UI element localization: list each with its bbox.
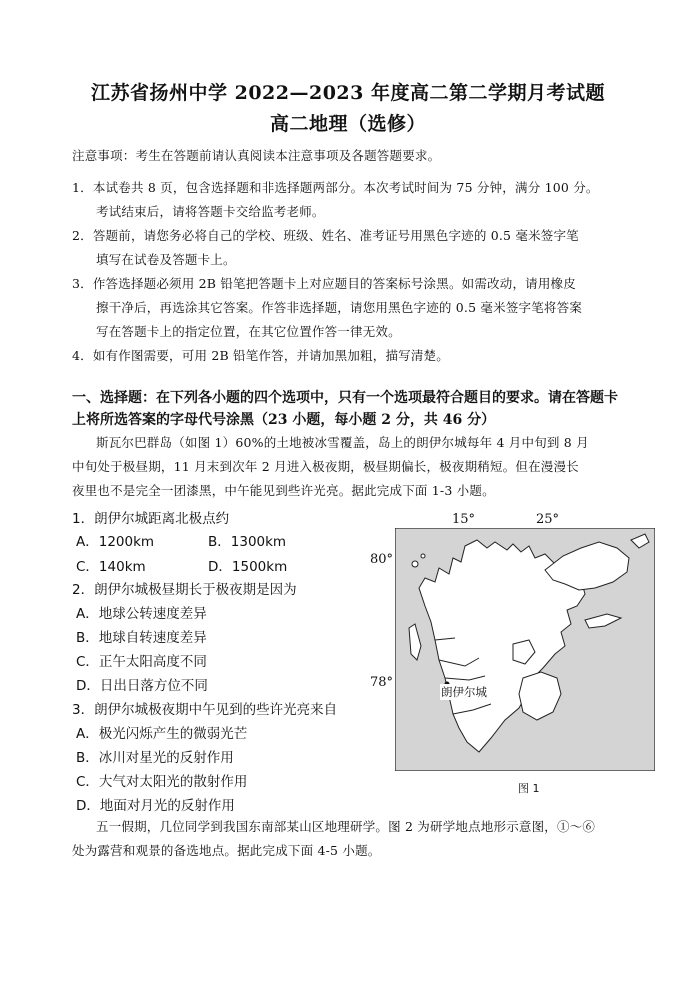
exam-title: 江苏省扬州中学 2022—2023 年度高二第二学期月考试题 [91,82,605,104]
exam-subtitle: 高二地理（选修） [269,113,426,135]
q3-option-c: C．大气对太阳光的散射作用 [76,774,248,790]
map-longitude-25: 25° [536,512,560,527]
passage1-line1: 斯瓦尔巴群岛（如图 1）60%的土地被冰雪覆盖，岛上的朗伊尔城每年 4 月中旬到 8 月 [96,435,589,450]
notice-3-cont: 擦干净后，再选涂其它答案。作答非选择题，请您用黑色字迹的 0.5 毫米签字笔将答案 [96,300,583,315]
notice-3: 3．作答选择题必须用 2B 铅笔把答题卡上对应题目的答案标号涂黑。如需改动，请用橡皮 [72,276,576,291]
q2-option-d: D．日出日落方位不同 [76,678,208,694]
q1-stem: 1．朗伊尔城距离北极点约 [72,511,230,527]
q1-option-c: C．140km [76,559,146,575]
q2-stem: 2．朗伊尔城极昼期长于极夜期是因为 [72,582,297,598]
islet-2 [421,554,425,558]
q2-option-a: A．地球公转速度差异 [76,606,207,622]
q1-option-a: A．1200km [76,534,155,550]
notice-1: 1．本试卷共 8 页，包含选择题和非选择题两部分。本次考试时间为 75 分钟，满分 100 分。 [72,180,599,195]
passage1-line3: 夜里也不是完全一团漆黑，中午能见到些许光亮。据此完成下面 1-3 小题。 [72,483,495,498]
islet-1 [412,561,418,567]
q2-option-c: C．正午太阳高度不同 [76,654,207,670]
passage1-line2: 中旬处于极昼期，11 月末到次年 2 月进入极夜期，极昼期偏长，极夜期稍短。但在漫漫长 [72,459,579,474]
q3-option-d: D．地面对月光的反射作用 [76,798,235,814]
passage2-line1: 五一假期，几位同学到我国东南部某山区地理研学。图 2 为研学地点地形示意图，①～⑥ [96,819,596,834]
svalbard-map [395,528,655,771]
passage2-line2: 处为露营和观景的备选地点。据此完成下面 4-5 小题。 [72,843,381,858]
notice-2: 2．答题前，请您务必将自己的学校、班级、姓名、准考证号用黑色字迹的 0.5 毫米签字笔 [72,228,579,243]
q3-stem: 3．朗伊尔城极夜期中午见到的些许光亮来自 [72,702,338,718]
q3-option-b: B．冰川对星光的反射作用 [76,750,234,766]
notice-4: 4．如有作图需要，可用 2B 铅笔作答，并请加黑加粗，描写清楚。 [72,348,449,363]
notice-1-cont: 考试结束后，请将答题卡交给监考老师。 [96,204,325,219]
notice-2-cont: 填写在试卷及答题卡上。 [96,252,236,267]
q1-option-b: B．1300km [208,534,287,550]
section-heading-2: 上将所选答案的字母代号涂黑（23 小题，每小题 2 分，共 46 分） [72,412,496,428]
notice-3-cont2: 写在答题卡上的指定位置，在其它位置作答一律无效。 [96,324,401,339]
q1-option-d: D．1500km [208,559,288,575]
map-city-label: 朗伊尔城 [441,685,487,699]
figure-caption: 图 1 [518,782,540,795]
section-heading-1: 一、选择题：在下列各小题的四个选项中，只有一个选项最符合题目的要求。请在答题卡 [72,390,618,406]
map-longitude-15: 15° [452,512,476,527]
map-latitude-78: 78° [370,675,394,690]
notice-heading: 注意事项：考生在答题前请认真阅读本注意事项及各题答题要求。 [72,148,441,163]
q2-option-b: B．地球自转速度差异 [76,630,207,646]
map-latitude-80: 80° [370,552,394,567]
q3-option-a: A．极光闪烁产生的微弱光芒 [76,726,248,742]
